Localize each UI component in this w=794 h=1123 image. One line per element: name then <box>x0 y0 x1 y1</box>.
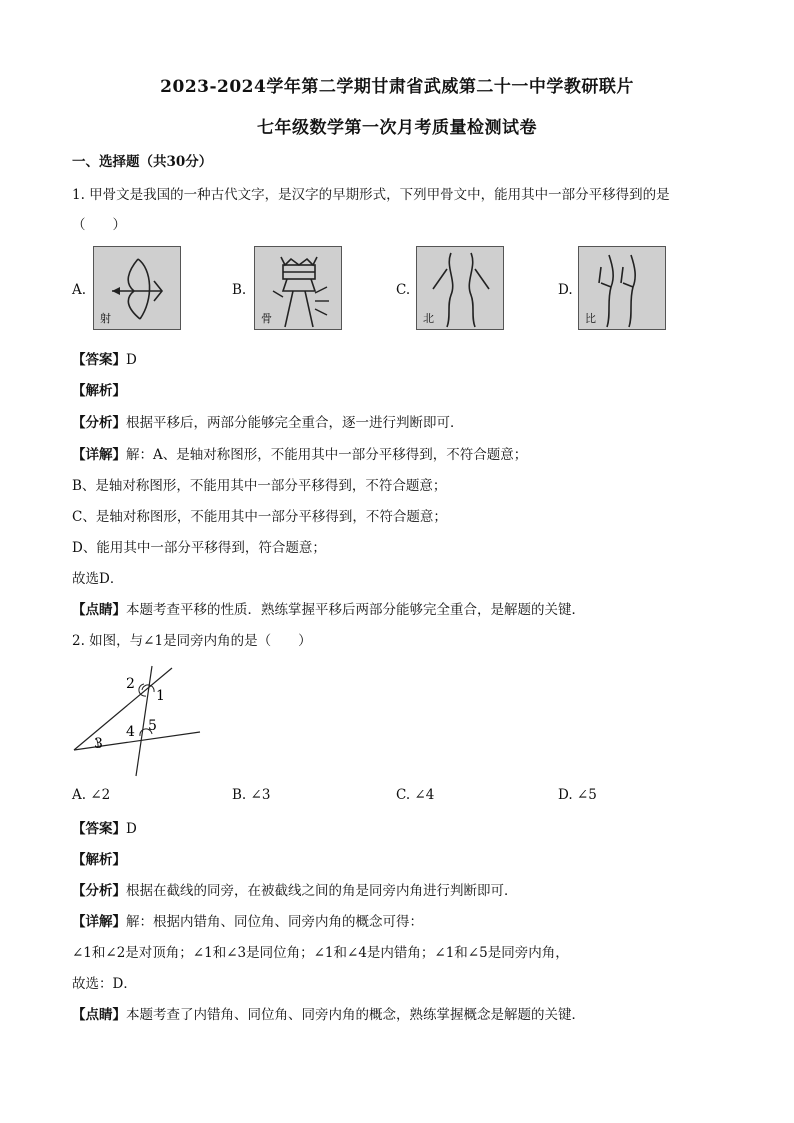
q1-option-a-glyph: 射 <box>100 312 111 325</box>
q1-fenxi-tag: 【分析】 <box>72 415 126 431</box>
q1-stem-line2: （ ） <box>72 217 126 233</box>
q1-xiangjie-text: 解：A、是轴对称图形，不能用其中一部分平移得到，不符合题意； <box>126 447 528 463</box>
document-title-line1: 2023-2024学年第二学期甘肃省武威第二十一中学教研联片 <box>160 77 634 97</box>
document-title-line2: 七年级数学第一次月考质量检测试卷 <box>257 118 537 138</box>
q2-choice-b: B. ∠3 <box>232 787 271 803</box>
q1-fenxi-text: 根据平移后，两部分能够完全重合，逐一进行判断即可． <box>126 415 464 431</box>
q1-option-a-image <box>93 246 181 330</box>
q2-fenxi-tag: 【分析】 <box>72 883 126 899</box>
angle-label-1: 1 <box>156 688 165 704</box>
q2-answer-value: D <box>126 821 137 837</box>
q2-fenxi <box>72 879 518 899</box>
q2-xiangjie-tag: 【详解】 <box>72 914 126 930</box>
q2-line-angles: ∠1和∠2是对顶角；∠1和∠3是同位角；∠1和∠4是内错角；∠1和∠5是同旁内角， <box>72 945 569 961</box>
q1-analysis-tag: 【解析】 <box>72 383 126 399</box>
q2-xiangjie <box>72 910 423 930</box>
angle-label-5: 5 <box>148 718 157 734</box>
q2-angle-figure <box>70 660 210 784</box>
q1-answer-tag: 【答案】 <box>72 352 126 368</box>
q1-dianjing <box>72 598 585 618</box>
q2-xiangjie-text: 解：根据内错角、同位角、同旁内角的概念可得： <box>126 914 423 930</box>
q2-dianjing-text: 本题考查了内错角、同位角、同旁内角的概念，熟练掌握概念是解题的关键． <box>126 1007 585 1023</box>
q1-option-c-letter: C. <box>396 282 411 298</box>
angle-label-4: 4 <box>126 724 135 740</box>
q1-option-c-glyph: 北 <box>423 312 434 325</box>
q1-option-c-image <box>416 246 504 330</box>
q2-analysis-tag: 【解析】 <box>72 852 126 868</box>
q1-dianjing-text: 本题考查平移的性质．熟练掌握平移后两部分能够完全重合，是解题的关键． <box>126 602 585 618</box>
q2-choice-d: D. ∠5 <box>558 787 597 803</box>
q2-answer-tag: 【答案】 <box>72 821 126 837</box>
q1-option-b-glyph: 骨 <box>261 312 272 325</box>
q1-line-d: D、能用其中一部分平移得到，符合题意； <box>72 540 326 556</box>
q1-line-c: C、是轴对称图形，不能用其中一部分平移得到，不符合题意； <box>72 509 447 525</box>
q1-xiangjie <box>72 443 527 463</box>
q2-dianjing-tag: 【点睛】 <box>72 1007 126 1023</box>
q1-option-a-letter: A. <box>72 282 87 298</box>
q1-fenxi <box>72 411 464 431</box>
q1-option-d-image <box>578 246 666 330</box>
q2-choice-c: C. ∠4 <box>396 787 435 803</box>
q1-option-d-letter: D. <box>558 282 573 298</box>
q2-conclusion: 故选：D． <box>72 976 137 992</box>
q1-line-b: B、是轴对称图形，不能用其中一部分平移得到，不符合题意； <box>72 478 447 494</box>
angle-label-2: 2 <box>126 676 135 692</box>
q1-conclusion: 故选D． <box>72 571 124 587</box>
angle-label-3: 3 <box>94 736 103 752</box>
q2-dianjing <box>72 1003 585 1023</box>
q1-option-b-letter: B. <box>232 282 247 298</box>
intersecting-lines-diagram <box>70 660 210 780</box>
q1-option-d-glyph: 比 <box>585 312 596 325</box>
q2-choice-a: A. ∠2 <box>72 787 111 803</box>
q1-xiangjie-tag: 【详解】 <box>72 447 126 463</box>
q1-answer-value: D <box>126 352 137 368</box>
q1-option-b-image <box>254 246 342 330</box>
section-heading: 一、选择题（共30分） <box>72 154 213 170</box>
q2-fenxi-text: 根据在截线的同旁，在被截线之间的角是同旁内角进行判断即可． <box>126 883 518 899</box>
q1-answer <box>72 348 137 368</box>
q2-answer <box>72 817 137 837</box>
q1-stem-line1: 1. 甲骨文是我国的一种古代文字，是汉字的早期形式，下列甲骨文中，能用其中一部分平移得到的是 <box>72 187 670 203</box>
q2-stem: 2. 如图，与∠1是同旁内角的是（ ） <box>72 633 312 649</box>
q1-dianjing-tag: 【点睛】 <box>72 602 126 618</box>
